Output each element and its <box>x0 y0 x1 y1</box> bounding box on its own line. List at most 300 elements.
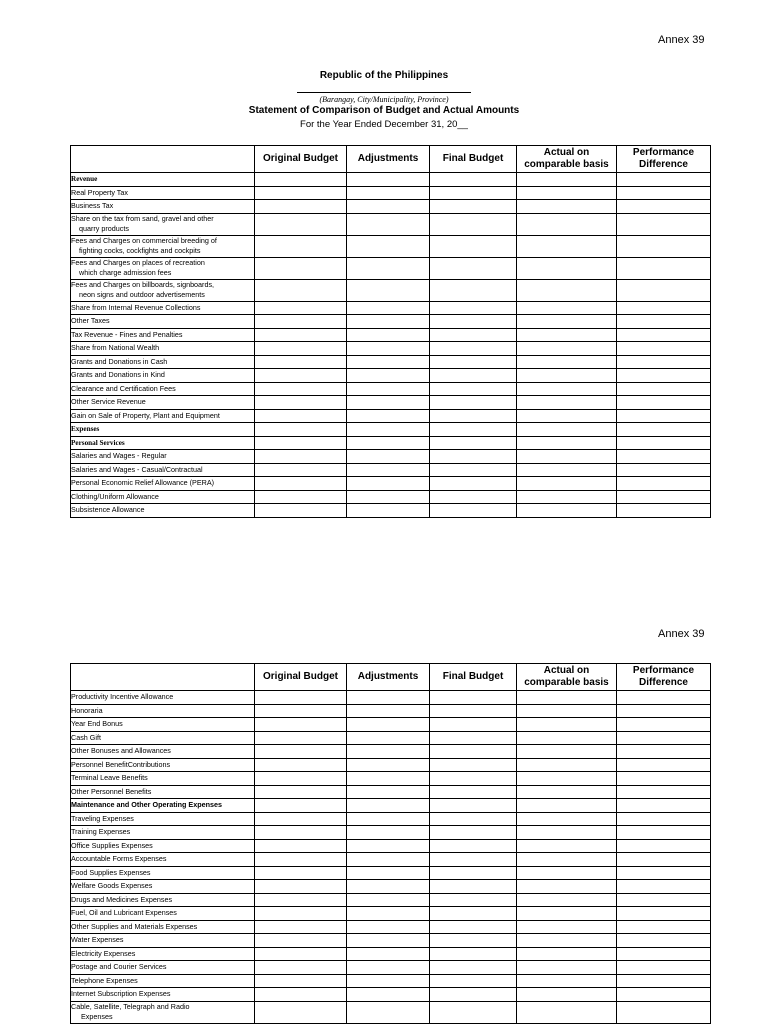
amount-cell[interactable] <box>430 772 517 786</box>
line-item-text: Other Taxes <box>71 316 110 325</box>
amount-cell[interactable] <box>255 257 347 279</box>
amount-cell[interactable] <box>617 866 711 880</box>
line-item-label <box>71 342 255 356</box>
amount-cell[interactable] <box>617 731 711 745</box>
amount-cell[interactable] <box>517 718 617 732</box>
amount-cell[interactable] <box>430 409 517 423</box>
line-item-label <box>71 745 255 759</box>
amount-cell[interactable] <box>347 423 430 437</box>
amount-cell[interactable] <box>347 490 430 504</box>
amount-cell[interactable] <box>255 200 347 214</box>
line-item-text: Other Service Revenue <box>71 397 146 406</box>
line-item-text: Electricity Expenses <box>71 948 136 958</box>
amount-cell[interactable] <box>430 342 517 356</box>
amount-cell[interactable] <box>430 279 517 301</box>
amount-cell[interactable] <box>347 257 430 279</box>
amount-cell[interactable] <box>617 934 711 948</box>
amount-cell[interactable] <box>617 826 711 840</box>
amount-cell[interactable] <box>255 866 347 880</box>
amount-cell[interactable] <box>617 315 711 329</box>
amount-cell[interactable] <box>430 355 517 369</box>
amount-cell[interactable] <box>617 186 711 200</box>
amount-cell[interactable] <box>430 718 517 732</box>
budget-table-page1 <box>70 145 711 518</box>
amount-cell[interactable] <box>617 758 711 772</box>
amount-cell[interactable] <box>255 826 347 840</box>
amount-cell[interactable] <box>347 200 430 214</box>
table-row <box>71 173 711 187</box>
line-item-label <box>71 839 255 853</box>
amount-cell[interactable] <box>430 947 517 961</box>
amount-cell[interactable] <box>255 396 347 410</box>
amount-cell[interactable] <box>347 409 430 423</box>
amount-cell[interactable] <box>517 450 617 464</box>
amount-cell[interactable] <box>430 893 517 907</box>
amount-cell[interactable] <box>517 745 617 759</box>
amount-cell[interactable] <box>517 235 617 257</box>
amount-cell[interactable] <box>347 772 430 786</box>
amount-cell[interactable] <box>255 423 347 437</box>
amount-cell[interactable] <box>347 279 430 301</box>
amount-cell[interactable] <box>255 785 347 799</box>
amount-cell[interactable] <box>617 772 711 786</box>
line-item-text: Share on the tax from sand, gravel and other <box>71 213 214 223</box>
location-note: (Barangay, City/Municipality, Province) <box>319 95 449 104</box>
amount-cell[interactable] <box>347 745 430 759</box>
amount-cell[interactable] <box>430 934 517 948</box>
amount-cell[interactable] <box>517 213 617 235</box>
amount-cell[interactable] <box>347 947 430 961</box>
table-row <box>71 423 711 437</box>
line-item-label <box>71 315 255 329</box>
line-item-label <box>71 785 255 799</box>
line-item-text: Clothing/Uniform Allowance <box>71 491 159 501</box>
amount-cell[interactable] <box>347 328 430 342</box>
amount-cell[interactable] <box>347 974 430 988</box>
amount-cell[interactable] <box>517 772 617 786</box>
table-row <box>71 1001 711 1023</box>
amount-cell[interactable] <box>517 173 617 187</box>
amount-cell[interactable] <box>430 745 517 759</box>
amount-cell[interactable] <box>255 704 347 718</box>
amount-cell[interactable] <box>617 745 711 759</box>
amount-cell[interactable] <box>255 450 347 464</box>
amount-cell[interactable] <box>347 691 430 705</box>
amount-cell[interactable] <box>517 436 617 450</box>
amount-cell[interactable] <box>430 866 517 880</box>
line-item-label <box>71 974 255 988</box>
amount-cell[interactable] <box>347 880 430 894</box>
amount-cell[interactable] <box>617 785 711 799</box>
amount-cell[interactable] <box>255 186 347 200</box>
amount-cell[interactable] <box>347 369 430 383</box>
amount-cell[interactable] <box>430 257 517 279</box>
line-item-text: Productivity Incentive Allowance <box>71 692 174 701</box>
line-item-text: Year End Bonus <box>71 719 123 728</box>
amount-cell[interactable] <box>617 257 711 279</box>
amount-cell[interactable] <box>617 450 711 464</box>
header-actual: Actual on comparable basis <box>517 664 617 691</box>
amount-cell[interactable] <box>430 1001 517 1023</box>
table-row <box>71 436 711 450</box>
amount-cell[interactable] <box>347 213 430 235</box>
amount-cell[interactable] <box>517 812 617 826</box>
amount-cell[interactable] <box>517 257 617 279</box>
line-item-label <box>71 396 255 410</box>
amount-cell[interactable] <box>617 1001 711 1023</box>
amount-cell[interactable] <box>517 355 617 369</box>
amount-cell[interactable] <box>255 920 347 934</box>
amount-cell[interactable] <box>617 279 711 301</box>
amount-cell[interactable] <box>617 853 711 867</box>
amount-cell[interactable] <box>347 799 430 813</box>
amount-cell[interactable] <box>255 934 347 948</box>
amount-cell[interactable] <box>517 382 617 396</box>
amount-cell[interactable] <box>255 758 347 772</box>
amount-cell[interactable] <box>517 839 617 853</box>
amount-cell[interactable] <box>517 866 617 880</box>
line-item-label <box>71 812 255 826</box>
amount-cell[interactable] <box>617 920 711 934</box>
amount-cell[interactable] <box>617 704 711 718</box>
amount-cell[interactable] <box>517 186 617 200</box>
amount-cell[interactable] <box>430 477 517 491</box>
line-item-text: Internet Subscription Expenses <box>71 989 171 998</box>
amount-cell[interactable] <box>517 785 617 799</box>
amount-cell[interactable] <box>430 988 517 1002</box>
table-row <box>71 961 711 975</box>
amount-cell[interactable] <box>430 961 517 975</box>
line-item-text: Drugs and Medicines Expenses <box>71 894 173 904</box>
amount-cell[interactable] <box>617 893 711 907</box>
amount-cell[interactable] <box>517 369 617 383</box>
amount-cell[interactable] <box>255 718 347 732</box>
amount-cell[interactable] <box>347 477 430 491</box>
amount-cell[interactable] <box>517 934 617 948</box>
line-item-label <box>71 490 255 504</box>
line-item-label <box>71 853 255 867</box>
amount-cell[interactable] <box>347 342 430 356</box>
line-item-text-continued: quarry products <box>79 224 129 233</box>
amount-cell[interactable] <box>430 450 517 464</box>
amount-cell[interactable] <box>617 423 711 437</box>
line-item-label <box>71 907 255 921</box>
amount-cell[interactable] <box>255 974 347 988</box>
amount-cell[interactable] <box>517 691 617 705</box>
amount-cell[interactable] <box>430 463 517 477</box>
amount-cell[interactable] <box>517 907 617 921</box>
amount-cell[interactable] <box>517 947 617 961</box>
amount-cell[interactable] <box>430 301 517 315</box>
table-row <box>71 369 711 383</box>
amount-cell[interactable] <box>517 279 617 301</box>
amount-cell[interactable] <box>347 758 430 772</box>
amount-cell[interactable] <box>617 907 711 921</box>
amount-cell[interactable] <box>517 704 617 718</box>
amount-cell[interactable] <box>347 436 430 450</box>
line-item-text: Office Supplies Expenses <box>71 840 153 850</box>
amount-cell[interactable] <box>347 1001 430 1023</box>
amount-cell[interactable] <box>255 235 347 257</box>
amount-cell[interactable] <box>255 880 347 894</box>
amount-cell[interactable] <box>517 1001 617 1023</box>
header-adjustments: Adjustments <box>347 146 430 173</box>
amount-cell[interactable] <box>255 463 347 477</box>
amount-cell[interactable] <box>617 409 711 423</box>
line-item-label <box>71 301 255 315</box>
line-item-label <box>71 504 255 518</box>
amount-cell[interactable] <box>347 866 430 880</box>
amount-cell[interactable] <box>255 301 347 315</box>
amount-cell[interactable] <box>517 826 617 840</box>
amount-cell[interactable] <box>517 799 617 813</box>
amount-cell[interactable] <box>347 731 430 745</box>
line-item-label <box>71 758 255 772</box>
table-row <box>71 934 711 948</box>
amount-cell[interactable] <box>430 974 517 988</box>
amount-cell[interactable] <box>347 186 430 200</box>
amount-cell[interactable] <box>255 947 347 961</box>
amount-cell[interactable] <box>347 235 430 257</box>
table-row <box>71 988 711 1002</box>
amount-cell[interactable] <box>347 301 430 315</box>
amount-cell[interactable] <box>430 853 517 867</box>
amount-cell[interactable] <box>347 704 430 718</box>
amount-cell[interactable] <box>347 988 430 1002</box>
amount-cell[interactable] <box>255 409 347 423</box>
line-item-text: Welfare Goods Expenses <box>71 881 153 890</box>
amount-cell[interactable] <box>517 961 617 975</box>
amount-cell[interactable] <box>255 853 347 867</box>
amount-cell[interactable] <box>347 934 430 948</box>
amount-cell[interactable] <box>617 235 711 257</box>
amount-cell[interactable] <box>255 369 347 383</box>
amount-cell[interactable] <box>255 799 347 813</box>
amount-cell[interactable] <box>347 839 430 853</box>
amount-cell[interactable] <box>347 173 430 187</box>
amount-cell[interactable] <box>617 213 711 235</box>
amount-cell[interactable] <box>517 301 617 315</box>
amount-cell[interactable] <box>430 826 517 840</box>
amount-cell[interactable] <box>617 436 711 450</box>
amount-cell[interactable] <box>255 355 347 369</box>
amount-cell[interactable] <box>347 961 430 975</box>
amount-cell[interactable] <box>430 315 517 329</box>
amount-cell[interactable] <box>255 328 347 342</box>
amount-cell[interactable] <box>517 758 617 772</box>
amount-cell[interactable] <box>430 490 517 504</box>
amount-cell[interactable] <box>430 235 517 257</box>
amount-cell[interactable] <box>517 490 617 504</box>
line-item-text: Personal Economic Relief Allowance (PERA) <box>71 478 215 487</box>
header-blank <box>71 664 255 691</box>
amount-cell[interactable] <box>617 691 711 705</box>
amount-cell[interactable] <box>617 382 711 396</box>
amount-cell[interactable] <box>617 328 711 342</box>
amount-cell[interactable] <box>517 409 617 423</box>
amount-cell[interactable] <box>617 477 711 491</box>
amount-cell[interactable] <box>347 812 430 826</box>
header-blank <box>71 146 255 173</box>
amount-cell[interactable] <box>617 463 711 477</box>
amount-cell[interactable] <box>617 355 711 369</box>
table-row <box>71 186 711 200</box>
line-item-label <box>71 328 255 342</box>
amount-cell[interactable] <box>430 328 517 342</box>
table-row <box>71 839 711 853</box>
amount-cell[interactable] <box>255 988 347 1002</box>
amount-cell[interactable] <box>347 920 430 934</box>
line-item-label <box>71 355 255 369</box>
amount-cell[interactable] <box>255 213 347 235</box>
amount-cell[interactable] <box>430 731 517 745</box>
amount-cell[interactable] <box>617 396 711 410</box>
amount-cell[interactable] <box>617 301 711 315</box>
amount-cell[interactable] <box>430 382 517 396</box>
amount-cell[interactable] <box>430 785 517 799</box>
amount-cell[interactable] <box>430 839 517 853</box>
amount-cell[interactable] <box>347 893 430 907</box>
table-row <box>71 342 711 356</box>
table-row <box>71 785 711 799</box>
amount-cell[interactable] <box>617 799 711 813</box>
amount-cell[interactable] <box>517 853 617 867</box>
amount-cell[interactable] <box>255 382 347 396</box>
amount-cell[interactable] <box>617 880 711 894</box>
amount-cell[interactable] <box>255 279 347 301</box>
amount-cell[interactable] <box>430 799 517 813</box>
amount-cell[interactable] <box>430 200 517 214</box>
amount-cell[interactable] <box>430 691 517 705</box>
amount-cell[interactable] <box>617 173 711 187</box>
line-item-label <box>71 409 255 423</box>
amount-cell[interactable] <box>255 504 347 518</box>
line-item-text: Grants and Donations in Kind <box>71 370 165 379</box>
amount-cell[interactable] <box>430 396 517 410</box>
amount-cell[interactable] <box>255 477 347 491</box>
line-item-text: Share from National Wealth <box>71 343 160 352</box>
amount-cell[interactable] <box>255 839 347 853</box>
amount-cell[interactable] <box>517 342 617 356</box>
amount-cell[interactable] <box>617 718 711 732</box>
amount-cell[interactable] <box>517 423 617 437</box>
amount-cell[interactable] <box>517 974 617 988</box>
amount-cell[interactable] <box>617 812 711 826</box>
amount-cell[interactable] <box>255 691 347 705</box>
amount-cell[interactable] <box>255 342 347 356</box>
amount-cell[interactable] <box>617 947 711 961</box>
amount-cell[interactable] <box>430 812 517 826</box>
amount-cell[interactable] <box>255 907 347 921</box>
amount-cell[interactable] <box>430 504 517 518</box>
amount-cell[interactable] <box>517 880 617 894</box>
amount-cell[interactable] <box>255 961 347 975</box>
section-label: Maintenance and Other Operating Expenses <box>71 799 255 813</box>
amount-cell[interactable] <box>347 450 430 464</box>
amount-cell[interactable] <box>347 382 430 396</box>
amount-cell[interactable] <box>430 423 517 437</box>
amount-cell[interactable] <box>430 436 517 450</box>
table-row <box>71 396 711 410</box>
line-item-text: Other Supplies and Materials Expenses <box>71 921 198 931</box>
amount-cell[interactable] <box>255 315 347 329</box>
amount-cell[interactable] <box>430 880 517 894</box>
section-label: Revenue <box>71 173 255 187</box>
amount-cell[interactable] <box>347 718 430 732</box>
amount-cell[interactable] <box>617 342 711 356</box>
amount-cell[interactable] <box>617 988 711 1002</box>
amount-cell[interactable] <box>517 396 617 410</box>
amount-cell[interactable] <box>347 826 430 840</box>
amount-cell[interactable] <box>517 920 617 934</box>
amount-cell[interactable] <box>255 893 347 907</box>
amount-cell[interactable] <box>517 988 617 1002</box>
line-item-text: Training Expenses <box>71 827 131 836</box>
amount-cell[interactable] <box>617 961 711 975</box>
amount-cell[interactable] <box>347 463 430 477</box>
amount-cell[interactable] <box>517 200 617 214</box>
amount-cell[interactable] <box>617 490 711 504</box>
line-item-label <box>71 826 255 840</box>
amount-cell[interactable] <box>517 477 617 491</box>
amount-cell[interactable] <box>517 731 617 745</box>
amount-cell[interactable] <box>430 907 517 921</box>
line-item-text: Share from Internal Revenue Collections <box>71 302 201 312</box>
amount-cell[interactable] <box>430 173 517 187</box>
amount-cell[interactable] <box>255 731 347 745</box>
table-row <box>71 200 711 214</box>
amount-cell[interactable] <box>255 772 347 786</box>
amount-cell[interactable] <box>347 315 430 329</box>
line-item-text: Clearance and Certification Fees <box>71 383 176 393</box>
line-item-text: Telephone Expenses <box>71 975 138 985</box>
amount-cell[interactable] <box>517 504 617 518</box>
amount-cell[interactable] <box>255 745 347 759</box>
amount-cell[interactable] <box>617 200 711 214</box>
amount-cell[interactable] <box>347 396 430 410</box>
amount-cell[interactable] <box>347 355 430 369</box>
amount-cell[interactable] <box>517 315 617 329</box>
amount-cell[interactable] <box>347 853 430 867</box>
amount-cell[interactable] <box>255 173 347 187</box>
line-item-text: Grants and Donations in Cash <box>71 356 168 366</box>
header-performance-difference: Performance Difference <box>617 664 711 691</box>
table-row <box>71 490 711 504</box>
amount-cell[interactable] <box>347 504 430 518</box>
section-label: Personal Services <box>71 436 255 450</box>
amount-cell[interactable] <box>617 839 711 853</box>
amount-cell[interactable] <box>517 463 617 477</box>
amount-cell[interactable] <box>255 1001 347 1023</box>
amount-cell[interactable] <box>430 213 517 235</box>
amount-cell[interactable] <box>430 186 517 200</box>
amount-cell[interactable] <box>430 369 517 383</box>
amount-cell[interactable] <box>255 436 347 450</box>
amount-cell[interactable] <box>430 758 517 772</box>
amount-cell[interactable] <box>255 490 347 504</box>
amount-cell[interactable] <box>347 907 430 921</box>
line-item-text: Personnel BenefitContributions <box>71 759 171 769</box>
amount-cell[interactable] <box>430 920 517 934</box>
amount-cell[interactable] <box>617 504 711 518</box>
amount-cell[interactable] <box>430 704 517 718</box>
amount-cell[interactable] <box>517 893 617 907</box>
amount-cell[interactable] <box>617 974 711 988</box>
amount-cell[interactable] <box>255 812 347 826</box>
amount-cell[interactable] <box>347 785 430 799</box>
amount-cell[interactable] <box>517 328 617 342</box>
amount-cell[interactable] <box>617 369 711 383</box>
